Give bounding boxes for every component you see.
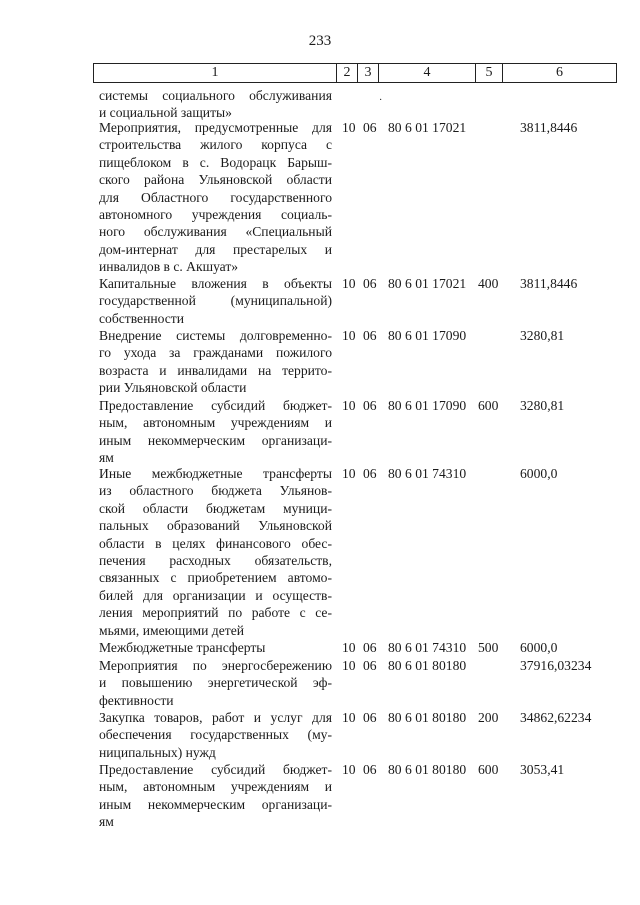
table-row-description <box>99 709 332 761</box>
cell-c2: 10 <box>342 658 356 673</box>
description-line: Внедрение системы долговременно- <box>99 328 332 343</box>
description-line: ской области бюджетам муници- <box>99 500 332 516</box>
cell-c4: 80 6 01 80180 <box>388 762 467 777</box>
header-col-2: 2 <box>337 64 358 83</box>
description-line: дом-интернат для престарелых и <box>99 241 332 257</box>
description-line: Иные межбюджетные трансферты <box>99 466 332 481</box>
cell-c2: 10 <box>342 762 356 777</box>
cell-c5: 400 <box>478 276 499 291</box>
table-row-description <box>99 465 332 639</box>
header-col-5: 5 <box>476 64 503 83</box>
description-line: ям <box>99 814 114 830</box>
description-line: собственности <box>99 310 185 326</box>
cell-c6: 6000,0 <box>520 466 558 481</box>
description-line: ям <box>99 450 114 466</box>
description-line: ным, автономным учреждениям и <box>99 779 332 795</box>
cell-c6: 6000,0 <box>520 640 558 655</box>
cell-c4: 80 6 01 80180 <box>388 710 467 725</box>
cell-c2: 10 <box>342 710 356 725</box>
cell-c6: 34862,62234 <box>520 710 592 725</box>
description-line: фективности <box>99 692 174 708</box>
cell-c4: 80 6 01 17090 <box>388 398 467 413</box>
cell-c3: 06 <box>363 276 377 291</box>
description-line: из областного бюджета Ульянов- <box>99 483 332 499</box>
cell-c4: 80 6 01 74310 <box>388 640 467 655</box>
page-number: 233 <box>308 33 332 49</box>
cell-c3: 06 <box>363 710 377 725</box>
description-line: иным некоммерческим организаци- <box>99 796 332 812</box>
cell-c4: 80 6 01 17090 <box>388 328 467 343</box>
table-row-description <box>99 119 332 276</box>
cell-c6: 3053,41 <box>520 762 565 777</box>
description-line: обеспечения государственных (му- <box>99 727 332 743</box>
description-line: иным некоммерческим организаци- <box>99 432 332 448</box>
description-line: автономного учреждения социаль- <box>99 207 332 223</box>
cell-c5: 600 <box>478 398 499 413</box>
description-line: печения расходных обязательств, <box>99 553 332 569</box>
cell-c3: 06 <box>363 762 377 777</box>
table-row-description <box>99 275 332 327</box>
description-line: билей для организации и осуществ- <box>99 587 332 603</box>
description-line: ного обслуживания «Специальный <box>99 224 332 240</box>
cell-c2: 10 <box>342 640 356 655</box>
description-line: связанных с приобретением автомо- <box>99 570 332 586</box>
cell-c2: 10 <box>342 466 356 481</box>
cell-c2: 10 <box>342 328 356 343</box>
description-line: Предоставление субсидий бюджет- <box>99 762 332 777</box>
cell-c3: 06 <box>363 640 377 655</box>
description-line: ления мероприятий по работе с се- <box>99 605 332 621</box>
description-line: строительства жилого корпуса с <box>99 137 332 153</box>
table-row-description <box>99 327 332 397</box>
description-line: области в целях финансового обес- <box>99 535 332 551</box>
header-col-3: 3 <box>358 64 379 83</box>
cell-c4: 80 6 01 17021 <box>388 276 467 291</box>
description-line: пальных образований Ульяновской <box>99 518 332 534</box>
cell-c5: 500 <box>478 640 499 655</box>
description-line: Капитальные вложения в объекты <box>99 276 332 291</box>
cell-c2: 10 <box>342 276 356 291</box>
description-line: и социальной защиты» <box>99 105 232 121</box>
cell-c3: 06 <box>363 328 377 343</box>
cell-c3: 06 <box>363 466 377 481</box>
description-line: для Областного государственного <box>99 189 332 205</box>
table-row-description <box>99 761 332 831</box>
description-line: инвалидов в с. Акшуат» <box>99 259 239 275</box>
cell-c6: 3280,81 <box>520 328 565 343</box>
column-separator-mark: · <box>379 95 383 106</box>
cell-c6: 3811,8446 <box>520 120 578 135</box>
cell-c2: 10 <box>342 120 356 135</box>
description-line: го ухода за гражданами пожилого <box>99 345 332 361</box>
description-line: Мероприятия по энергосбережению <box>99 658 332 673</box>
description-line: ского района Ульяновской области <box>99 172 332 188</box>
cell-c3: 06 <box>363 120 377 135</box>
header-col-1: 1 <box>94 64 337 83</box>
description-line: Мероприятия, предусмотренные для <box>99 120 332 135</box>
cell-c5: 600 <box>478 762 499 777</box>
cell-c6: 3280,81 <box>520 398 565 413</box>
description-line: Межбюджетные трансферты <box>99 640 266 655</box>
cell-c4: 80 6 01 74310 <box>388 466 467 481</box>
description-line: пищеблоком в с. Водорацк Барыш- <box>99 154 332 170</box>
table-row-description <box>99 657 332 709</box>
table-row-description <box>99 397 332 467</box>
table-row-description <box>99 87 332 122</box>
description-line: государственной (муниципальной) <box>99 293 332 309</box>
table-row-description <box>99 639 332 656</box>
cell-c5: 200 <box>478 710 499 725</box>
description-line: ным, автономным учреждениям и <box>99 415 332 431</box>
cell-c2: 10 <box>342 398 356 413</box>
header-col-6: 6 <box>503 64 617 83</box>
description-line: системы социального обслуживания <box>99 88 332 103</box>
cell-c3: 06 <box>363 398 377 413</box>
cell-c6: 3811,8446 <box>520 276 578 291</box>
cell-c3: 06 <box>363 658 377 673</box>
cell-c4: 80 6 01 17021 <box>388 120 467 135</box>
description-line: Закупка товаров, работ и услуг для <box>99 710 332 725</box>
description-line: ниципальных) нужд <box>99 744 216 760</box>
cell-c4: 80 6 01 80180 <box>388 658 467 673</box>
description-line: Предоставление субсидий бюджет- <box>99 398 332 413</box>
description-line: возраста и инвалидами на террито- <box>99 362 332 378</box>
description-line: мьями, имеющими детей <box>99 622 245 638</box>
cell-c6: 37916,03234 <box>520 658 592 673</box>
description-line: и повышению энергетической эф- <box>99 675 332 691</box>
description-line: рии Ульяновской области <box>99 380 247 396</box>
header-col-4: 4 <box>379 64 476 83</box>
